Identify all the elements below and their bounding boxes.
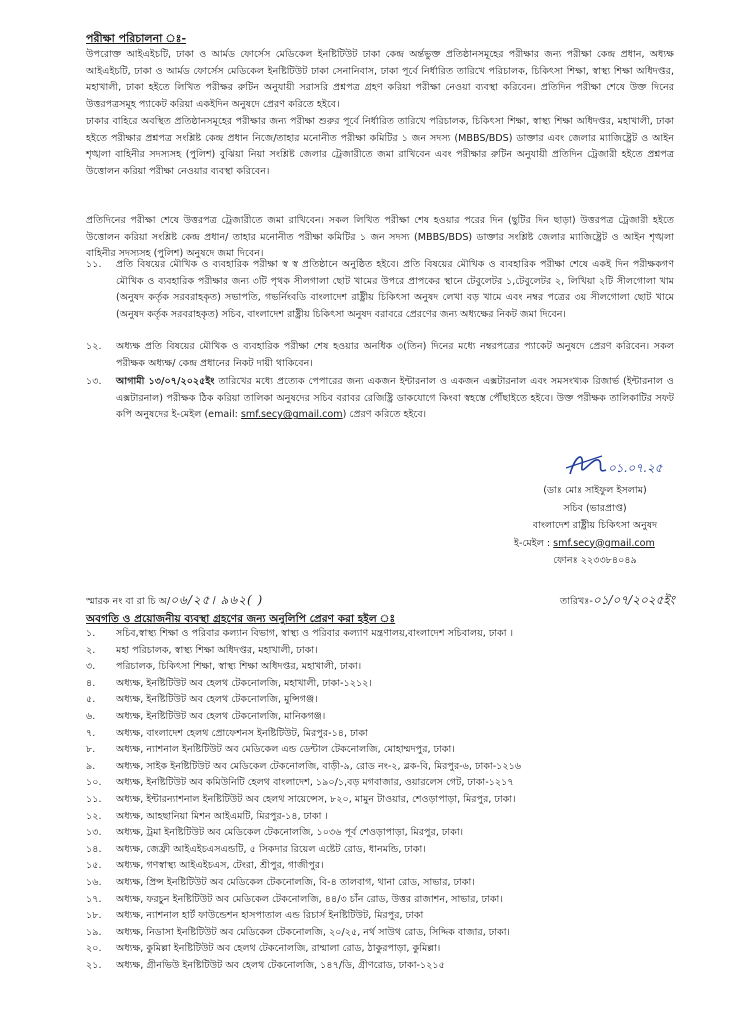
cc-recipient: অধ্যক্ষ, নিডাসা ইনষ্টিটিউট অব মেডিকেল টেকনোলজি, ২০/২৫, নর্থ সাউথ রোড, সিদ্দিক বাজার, ঢাকা।	[116, 926, 510, 938]
cc-number: ১৯.	[86, 926, 102, 938]
cc-list-item	[86, 892, 686, 909]
cc-list-item	[86, 875, 686, 892]
cc-number: ১৪.	[86, 843, 102, 855]
section-title: পরীক্ষা পরিচালনা ঃ-	[86, 32, 187, 45]
cc-number: ৯.	[86, 760, 96, 772]
cc-recipient: অধ্যক্ষ, ন্যাশনাল হার্ট ফাউন্ডেশন হাসপাতাল এন্ড রিচার্স ইনষ্টিটিউট, মিরপুর, ঢাকা	[116, 910, 424, 922]
signature-date: ০১.০৭.২৫	[608, 461, 663, 475]
cc-recipient: মহা পরিচালক, স্বাস্থ্য শিক্ষা অধিদপ্তর, মহাখালী, ঢাকা।	[116, 644, 318, 656]
cc-recipient: অধ্যক্ষ, বাংলাদেশ হেলথ প্রোফেশনস ইনষ্টিটিউট, মিরপুর-১৪, ঢাকা	[116, 727, 368, 739]
cc-number: ১৩.	[86, 827, 102, 839]
cc-list-item	[86, 925, 686, 942]
cc-recipient: অধ্যক্ষ, ফরচুন ইনষ্টিটিউট অব মেডিকেল টেকনোলজি, ৪৪/৩ চাঁন রোড, উত্তর রাজাশন, সাভার, ঢাকা।	[116, 893, 503, 905]
cc-title: অবগতি ও প্রয়োজনীয় ব্যবস্থা গ্রহণের জন্য অনুলিপি প্রেরণ করা হইল ঃ	[86, 613, 396, 625]
cc-number: ১.	[86, 628, 96, 639]
numbered-item-12	[86, 339, 674, 372]
memo-date	[560, 592, 675, 612]
cc-recipient: অধ্যক্ষ, ইনষ্টিটিউট অব হেলথ টেকনোলজি, মুন্সিগঞ্জ।	[116, 694, 318, 706]
cc-number: ৮.	[86, 744, 96, 756]
item-text-suffix: ) প্রেরণ করিতে হইবে।	[342, 409, 427, 421]
signatory-org: বাংলাদেশ রাষ্ট্রীয় চিকিৎসা অনুষদ	[532, 520, 658, 531]
cc-list-item	[86, 676, 686, 693]
cc-number: ১০.	[86, 777, 102, 789]
cc-number: ৬.	[86, 710, 96, 722]
cc-recipient: অধ্যক্ষ, ন্যাশনাল ইনষ্টিটিউট অব মেডিকেল এন্ড ডেন্টাল টেকনোলজি, মোহাম্মদপুর, ঢাকা।	[116, 744, 455, 756]
cc-number: ২১.	[86, 959, 102, 971]
cc-recipient: অধ্যক্ষ, ইনষ্টিটিউট অব হেলথ টেকনোলজি, মানিকগঞ্জ।	[116, 710, 326, 722]
signatory-email-line	[510, 535, 680, 553]
paragraph-answer-scripts: প্রতিদিনের পরীক্ষা শেষে উত্তরপত্র ট্রেজারীতে জমা রাখিবেন। সকল লিখিত পরীক্ষা শেষ হওয়ার পরের দিন (ছুটির দিন ছাড়া) উত্তরপত্র ট্রেজারী হইতে উত্তোলন করিয়া সংশ্লিষ্ট কেন্দ্র প্রধান/ তাহার মনোনীত পরীক্ষা কমিটির ১ জন সদস্য (MBBS/BDS) ডাক্তার সংশ্লিষ্ট জেলার ম্যাজিষ্ট্রেট ও আইন শৃঙ্খলা বাহিনীর সদস্যসহ (পুলিশ) অনুষদে জমা দিবেন।	[86, 215, 674, 260]
item-number: ১২.	[86, 341, 102, 352]
cc-number: ১৭.	[86, 893, 102, 905]
item-text-main: তারিখের মধ্যে প্রত্যেক পেপারের জন্য একজন ইন্টারনাল ও একজন এক্সটারনাল এবং সমসংখ্যক রিজার্ভ (ইন্টারনাল ও এক্সটারনাল) পরীক্ষক ঠিক করিয়া তালিকা অনুষদের সচিব বরাবর রেজিষ্ট্রি ডাকযোগে কিংবা স্বহস্তে পৌঁছাইতে হইবে। উক্ত পরীক্ষক তালিকাটির সফট কপি অনুষদের ই-মেইল (email:	[116, 376, 674, 421]
cc-recipient: অধ্যক্ষ, ইনষ্টিটিউট অব হেলথ টেকনোলজি, মহাখালী, ঢাকা-১২১২।	[116, 677, 372, 689]
signature-scribble-icon	[562, 448, 682, 482]
cc-recipient: অধ্যক্ষ, ইন্টারন্যাশনাল ইনষ্টিটিউট অব হেলথ সায়েন্সেস, ৮২০, মামুন টাওয়ার, শেওড়াপাড়া, মিরপুর, ঢাকা।	[116, 793, 516, 805]
signatory-email: smf.secy@gmail.com	[553, 537, 655, 549]
cc-recipient: অধ্যক্ষ, গণস্বাস্থ্য আইএইচএস, টেংরা, শ্রীপুর, গাজীপুর।	[116, 860, 324, 872]
item-number: ১৩.	[86, 376, 102, 387]
numbered-item-13	[86, 374, 674, 424]
cc-recipient: অধ্যক্ষ, ট্রমা ইনষ্টিটিউট অব মেডিকেল টেকনোলজি, ১০৩৬ পূর্ব শেওড়াপাড়া, মিরপুর, ঢাকা।	[116, 827, 464, 839]
cc-number: ১২.	[86, 810, 102, 822]
cc-number: ১৫.	[86, 860, 102, 872]
memo-reference	[86, 592, 263, 612]
cc-recipient: অধ্যক্ষ, কুমিল্লা ইনষ্টিটিউট অব হেলথ টেকনোলজি, রাম্মালা রোড, ঠাকুরপাড়া, কুমিল্লা।	[116, 943, 441, 955]
email-label: ই-মেইল :	[514, 537, 554, 549]
deadline-date: আগামী ১৩/০৭/২০২৫ইং	[116, 376, 215, 387]
numbered-item-11	[86, 257, 674, 323]
cc-number: ৪.	[86, 677, 96, 689]
cc-list	[86, 626, 686, 974]
date-value: ০১/০৭/২০২৫ইং	[592, 593, 675, 607]
item-text: প্রতি বিষয়ের মৌখিক ও ব্যবহারিক পরীক্ষা স্ব স্ব প্রতিষ্ঠানে অনুষ্ঠিত হইবে। প্রতি বিষয়ের মৌখিক ও ব্যবহারিক পরীক্ষা শেষে একই দিন পরীক্ষকগণ মৌখিক ও ব্যবহারিক পরীক্ষার জন্য ৩টি পৃথক সীলগালা ছোট খামের উপরে প্রাপকের স্থানে টেবুলেটর ১,টেবুলেটর ২, লিখিয়া ২টি সীলগোলা খাম (অনুষদ কর্তৃক সরবরাহকৃত) সভাপতি, গভর্নিংবডি বাংলাদেশ রাষ্ট্রীয় চিকিৎসা অনুষদ লেখা বড় খামে এবং নম্বর পত্রের ৩য় সীলগোলা ছোট খামে (অনুষদ কর্তৃক সরবরাহকৃত) সচিব, বাংলাদেশ রাষ্ট্রীয় চিকিৎসা অনুষদ বরাবরে প্রেরণের জন্য অধ্যক্ষের নিকট জমা দিবেন।	[116, 259, 674, 320]
paragraph-dhaka-centers: উপরোক্ত আইএইচটি, ঢাকা ও আর্মড ফোর্সেস মেডিকেল ইনষ্টিটিউট ঢাকা কেন্দ্র অর্ন্তভুক্ত প্রতিষ্ঠানসমূহের পরীক্ষার জন্য পরীক্ষা কেন্দ্র প্রধান, অধ্যক্ষ আইএইচটি, ঢাকা ও আর্মড ফোর্সেস মেডিকেল ইনষ্টিটিউট ঢাকা সেনানিবাস, ঢাকা পূর্বে নির্ধারিত তারিখে পরিচালক, চিকিৎসা শিক্ষা, স্বাস্থ্য শিক্ষা অধিদপ্তর, মহাখালী, ঢাকা হইতে লিখিত পরীক্ষর রুটিন অনুযায়ী সরাসরি প্রশ্নপত্র গ্রহণ করিয়া পরীক্ষা নেওয়া ব্যবস্থা করিবেন। প্রতিদিন পরীক্ষা শেষে উক্ত দিনের উত্তরপত্রসমূহ প্যাকেট করিয়া একইদিন অনুষদে প্রেরণ করিতে হইবে।	[86, 49, 674, 110]
cc-list-item	[86, 842, 686, 859]
cc-recipient: অধ্যক্ষ, সাইক ইনষ্টিটিউট অব মেডিকেল টেকনোলজি, বাড়ী-৯, রোড নং-২, ব্লক-বি, মিরপুর-৬, ঢাকা-১২১৬	[116, 760, 522, 772]
signature-block	[510, 482, 680, 570]
cc-recipient: সচিব,স্বাস্থ্য শিক্ষা ও পরিবার কল্যান বিভাগ, স্বাস্থ্য ও পরিবার কল্যাণ মন্ত্রণালয়,বাংলাদেশ সচিবালয়, ঢাকা ।	[116, 628, 514, 639]
cc-number: ২.	[86, 644, 96, 656]
faculty-email: smf.secy@gmail.com	[240, 409, 343, 421]
cc-list-item	[86, 692, 686, 709]
item-number: ১১.	[86, 259, 102, 270]
cc-number: ২০.	[86, 943, 102, 955]
paragraph-outside-dhaka: ঢাকার বাহিরে অবস্থিত প্রতিষ্ঠানসমূহের পরীক্ষার জন্য পরীক্ষা শুরুর পূর্বে নির্ধারিত তারিখে পরিচালক, চিকিৎসা শিক্ষা, স্বাস্থ্য শিক্ষা অধিদপ্তর, মহাখালী, ঢাকা হইতে পরীক্ষার প্রশ্নপত্র সংশ্লিষ্ট কেন্দ্র প্রধান নিজে/তাহার মনোনীত পরীক্ষা কমিটির ১ জন সদস্য (MBBS/BDS) ডাক্তার এবং জেলার ম্যাজিষ্ট্রেট ও আইন শৃঙ্খলা বাহিনীর সদস্যসহ (পুলিশ) বুঝিয়া নিয়া সংশ্লিষ্ট জেলার ট্রেজারীতে জমা রাখিবেন এবং পরীক্ষার রুটিন অনুযায়ী প্রতিদিন ট্রেজারী হইতে প্রশ্নপত্র উত্তোলন করিয়া পরীক্ষা নেওয়ার ব্যবস্থা করিবেন।	[86, 116, 674, 177]
cc-recipient: অধ্যক্ষ, গ্রীনভিউ ইনষ্টিটিউট অব হেলথ টেকনোলজি, ১৪৭/ডি, গ্রীণরোড, ঢাকা-১২১৫	[116, 959, 445, 971]
cc-recipient: অধ্যক্ষ, আহছানিয়া মিশন আইএমটি, মিরপুর-১৪, ঢাকা ।	[116, 810, 328, 822]
cc-list-item	[86, 809, 686, 826]
cc-list-item	[86, 775, 686, 792]
cc-list-item	[86, 908, 686, 925]
signatory-title: সচিব (ভারপ্রাপ্ত)	[563, 502, 627, 514]
cc-recipient: অধ্যক্ষ, ইনষ্টিটিউট অব কমিউনিটি হেলথ বাংলাদেশ, ১৯০/১,বড় মগবাজার, ওয়ারলেস গেট, ঢাকা-১২১৭	[116, 777, 514, 789]
cc-number: ৩.	[86, 661, 96, 673]
cc-list-item	[86, 825, 686, 842]
cc-number: ১১.	[86, 793, 102, 805]
item-text: অধ্যক্ষ প্রতি বিষয়ের মৌখিক ও ব্যবহারিক পরীক্ষা শেষ হওয়ার অনধিক ৩(তিন) দিনের মধ্যে নম্বরপত্রের প্যাকেট অনুষদে প্রেরণ করিবেন। সকল পরীক্ষক অধ্যক্ষ/ কেন্দ্র প্রধানের নিকট দায়ী থাকিবেন।	[116, 341, 674, 369]
cc-list-item	[86, 792, 686, 809]
memo-ref-number: ০৬/২৫। ৯৬২( )	[170, 593, 264, 607]
cc-list-item	[86, 941, 686, 958]
cc-recipient: পরিচালক, চিকিৎসা শিক্ষা, স্বাস্থ্য শিক্ষা অধিদপ্তর, মহাখালী, ঢাকা।	[116, 661, 362, 673]
cc-number: ৫.	[86, 694, 96, 706]
cc-number: ৭.	[86, 727, 96, 739]
signatory-phone: ফোনঃ ২২৩৩৮৪০৪৯	[553, 555, 637, 566]
cc-list-item	[86, 759, 686, 776]
cc-number: ১৮.	[86, 910, 102, 922]
cc-list-item	[86, 958, 686, 975]
memo-ref-label: স্মারক নং বা রা চি অ/	[86, 596, 171, 607]
cc-number: ১৬.	[86, 876, 102, 888]
cc-list-item	[86, 626, 686, 643]
cc-list-item	[86, 709, 686, 726]
cc-recipient: অধ্যক্ষ, প্রিন্স ইনষ্টিটিউট অব মেডিকেল টেকনোলজি, বি-৪ তালবাগ, থানা রোড, সাভার, ঢাকা।	[116, 876, 475, 888]
cc-list-item	[86, 659, 686, 676]
signatory-name: (ডাঃ মোঃ সাইফুল ইসলাম)	[543, 485, 647, 496]
date-label: তারিখঃ-	[560, 596, 593, 607]
cc-list-item	[86, 643, 686, 660]
cc-recipient: অধ্যক্ষ, জেফ্রী আইএইচএসএন্ডটি, ৫ সিকদার রিয়েল এষ্টেট রোড, ধানমন্ডি, ঢাকা।	[116, 843, 426, 855]
item-text	[116, 374, 674, 424]
cc-list-item	[86, 742, 686, 759]
cc-list-item	[86, 858, 686, 875]
cc-list-item	[86, 726, 686, 743]
